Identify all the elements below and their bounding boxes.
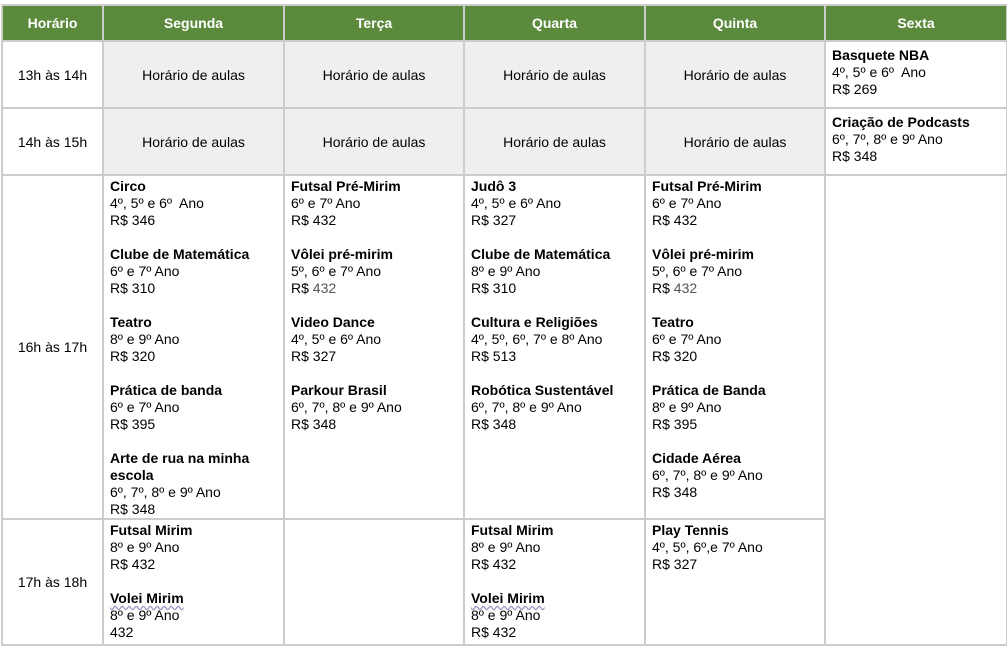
activity-price: R$ 348 <box>652 484 698 500</box>
activity-item <box>471 178 638 229</box>
activity-name: Vôlei pré-mirim <box>652 246 754 262</box>
class-cell: Horário de aulas <box>645 41 825 108</box>
activity-name: Futsal Mirim <box>110 522 193 538</box>
price-value: 432 <box>312 280 337 296</box>
activity-item <box>652 450 818 501</box>
activity-name: Criação de Podcasts <box>832 114 970 130</box>
activity-item <box>652 382 818 433</box>
activity-grades: 6º, 7º, 8º e 9º Ano <box>832 131 943 147</box>
time-cell: 13h às 14h <box>2 41 103 108</box>
class-cell: Horário de aulas <box>103 108 284 175</box>
activity-grades: 6º, 7º, 8º e 9º Ano <box>652 467 763 483</box>
activity-name: Volei Mirim <box>110 590 184 606</box>
activity-name: Parkour Brasil <box>291 382 387 398</box>
activity-grades: 6º, 7º, 8º e 9º Ano <box>291 399 402 415</box>
activity-grades: 6º e 7º Ano <box>110 263 180 279</box>
activity-price: R$ 513 <box>471 348 517 364</box>
schedule-table <box>1 4 1007 646</box>
activity-grades: 4º, 5º e 6º Ano <box>832 64 926 80</box>
header-segunda: Segunda <box>103 5 284 41</box>
activity-grades: 5º, 6º e 7º Ano <box>291 263 382 279</box>
activity-item <box>471 314 638 365</box>
activity-price <box>652 280 818 297</box>
activity-price: R$ 327 <box>652 556 698 572</box>
activity-name: Prática de Banda <box>652 382 766 398</box>
header-row <box>2 5 1007 41</box>
table-row <box>2 41 1007 108</box>
sexta-cell <box>825 41 1007 108</box>
activity-item <box>110 450 277 518</box>
activity-price: R$ 348 <box>110 501 156 517</box>
activity-price: R$ 432 <box>110 556 156 572</box>
activity-name: Futsal Pré-Mirim <box>291 178 401 194</box>
class-cell: Horário de aulas <box>645 108 825 175</box>
activity-grades: 8º e 9º Ano <box>471 539 541 555</box>
table-row <box>2 108 1007 175</box>
activity-name: Judô 3 <box>471 178 517 194</box>
activity-price: R$ 348 <box>832 148 878 164</box>
activity-price: R$ 432 <box>471 624 517 640</box>
sexta-empty-cell <box>825 175 1007 645</box>
activity-price: R$ 432 <box>471 556 517 572</box>
activity-grades: 6º e 7º Ano <box>652 331 722 347</box>
activity-item <box>291 382 457 433</box>
activity-price: R$ 327 <box>291 348 337 364</box>
header-horario: Horário <box>2 5 103 41</box>
activity-name: Circo <box>110 178 146 194</box>
terca-cell <box>284 175 464 519</box>
table-row <box>2 175 1007 519</box>
price-prefix: R$ <box>291 280 313 296</box>
segunda-cell <box>103 519 284 645</box>
quarta-cell <box>464 519 645 645</box>
activity-name: Clube de Matemática <box>471 246 611 262</box>
activity-price: R$ 395 <box>652 416 698 432</box>
activity-name: Volei Mirim <box>471 590 545 606</box>
activity-item <box>652 522 818 573</box>
activity-name: Teatro <box>110 314 152 330</box>
quinta-cell <box>645 519 825 645</box>
activity-name: Teatro <box>652 314 694 330</box>
activity-name: Clube de Matemática <box>110 246 250 262</box>
activity-item <box>471 590 638 641</box>
activity-item <box>291 178 457 229</box>
activity-name: Arte de rua na minha escola <box>110 450 250 483</box>
activity-grades: 4º, 5º e 6º Ano <box>110 195 204 211</box>
activity-name: Prática de banda <box>110 382 223 398</box>
activity-item <box>832 47 1000 98</box>
quarta-cell <box>464 175 645 519</box>
activity-grades: 6º, 7º, 8º e 9º Ano <box>471 399 582 415</box>
activity-item <box>832 114 1000 165</box>
activity-item <box>110 382 277 433</box>
activity-grades: 8º e 9º Ano <box>110 607 180 623</box>
activity-grades: 8º e 9º Ano <box>471 607 541 623</box>
activity-name: Cultura e Religiões <box>471 314 598 330</box>
activity-price: R$ 348 <box>471 416 517 432</box>
price-prefix: R$ <box>652 280 674 296</box>
class-cell: Horário de aulas <box>284 108 464 175</box>
activity-grades: 4º, 5º e 6º Ano <box>291 331 382 347</box>
segunda-cell <box>103 175 284 519</box>
activity-price: R$ 432 <box>652 212 698 228</box>
activity-name: Basquete NBA <box>832 47 930 63</box>
activity-grades: 5º, 6º e 7º Ano <box>652 263 743 279</box>
activity-item <box>652 178 818 229</box>
activity-name: Cidade Aérea <box>652 450 741 466</box>
activity-item <box>110 314 277 365</box>
activity-name: Vôlei pré-mirim <box>291 246 393 262</box>
activity-grades: 8º e 9º Ano <box>471 263 541 279</box>
header-terca: Terça <box>284 5 464 41</box>
activity-item <box>652 246 818 297</box>
activity-price: R$ 320 <box>652 348 698 364</box>
activity-price: R$ 395 <box>110 416 156 432</box>
activity-grades: 4º, 5º, 6º,e 7º Ano <box>652 539 763 555</box>
activity-item <box>291 314 457 365</box>
activity-item <box>471 246 638 297</box>
time-cell: 14h às 15h <box>2 108 103 175</box>
activity-grades: 6º e 7º Ano <box>110 399 180 415</box>
activity-grades: 8º e 9º Ano <box>652 399 722 415</box>
activity-item <box>110 522 277 573</box>
activity-price: R$ 346 <box>110 212 156 228</box>
activity-item <box>652 314 818 365</box>
activity-item <box>110 178 277 229</box>
header-quinta: Quinta <box>645 5 825 41</box>
class-cell: Horário de aulas <box>284 41 464 108</box>
activity-price: R$ 432 <box>291 212 337 228</box>
class-cell: Horário de aulas <box>103 41 284 108</box>
activity-price: R$ 269 <box>832 81 878 97</box>
class-cell: Horário de aulas <box>464 108 645 175</box>
activity-grades: 6º e 7º Ano <box>291 195 361 211</box>
activity-grades: 8º e 9º Ano <box>110 539 180 555</box>
activity-price: R$ 310 <box>471 280 517 296</box>
activity-price: 432 <box>110 624 134 640</box>
activity-item <box>471 382 638 433</box>
header-sexta: Sexta <box>825 5 1007 41</box>
activity-price: R$ 320 <box>110 348 156 364</box>
activity-price <box>291 280 457 297</box>
activity-price: R$ 327 <box>471 212 517 228</box>
activity-item <box>471 522 638 573</box>
activity-grades: 8º e 9º Ano <box>110 331 180 347</box>
class-cell: Horário de aulas <box>464 41 645 108</box>
activity-grades: 4º, 5º e 6º Ano <box>471 195 562 211</box>
quinta-cell <box>645 175 825 519</box>
activity-grades: 6º e 7º Ano <box>652 195 722 211</box>
activity-grades: 4º, 5º, 6º, 7º e 8º Ano <box>471 331 603 347</box>
price-value: 432 <box>673 280 698 296</box>
time-cell: 16h às 17h <box>2 175 103 519</box>
activity-name: Futsal Mirim <box>471 522 554 538</box>
activity-name: Robótica Sustentável <box>471 382 614 398</box>
activity-item <box>291 246 457 297</box>
activity-price: R$ 348 <box>291 416 337 432</box>
terca-empty-cell <box>284 519 464 645</box>
activity-item <box>110 590 277 641</box>
sexta-cell <box>825 108 1007 175</box>
activity-price: R$ 310 <box>110 280 156 296</box>
activity-grades: 6º, 7º, 8º e 9º Ano <box>110 484 221 500</box>
header-quarta: Quarta <box>464 5 645 41</box>
activity-item <box>110 246 277 297</box>
activity-name: Play Tennis <box>652 522 729 538</box>
activity-name: Futsal Pré-Mirim <box>652 178 762 194</box>
time-cell: 17h às 18h <box>2 519 103 645</box>
activity-name: Video Dance <box>291 314 375 330</box>
